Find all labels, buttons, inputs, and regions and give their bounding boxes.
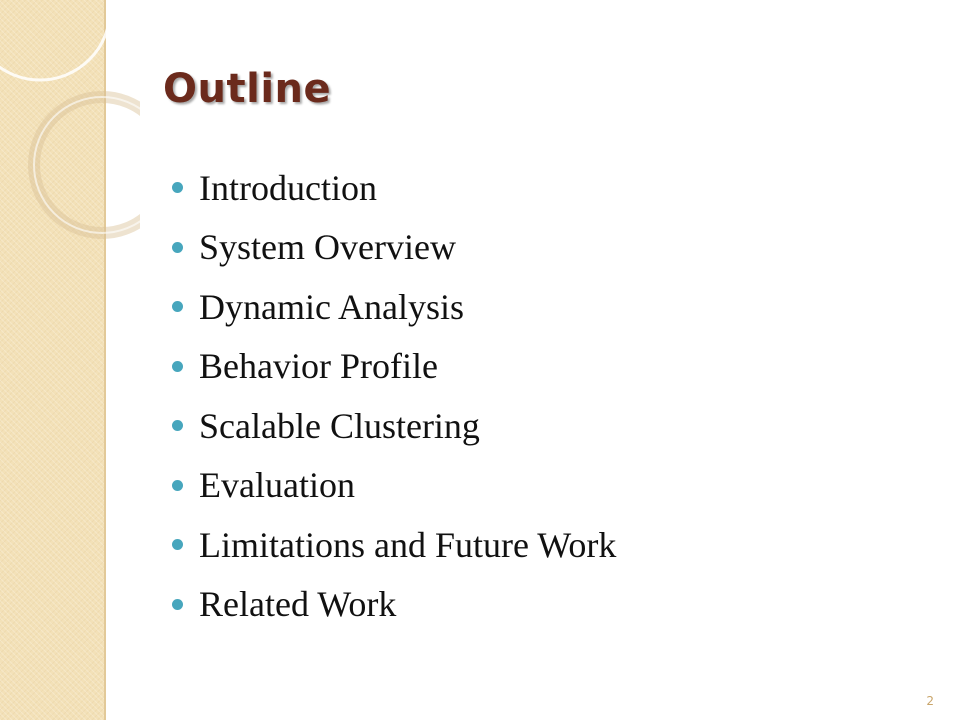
- list-item-label: System Overview: [199, 227, 456, 268]
- list-item-label: Behavior Profile: [199, 346, 438, 387]
- page-number: 2: [926, 694, 934, 708]
- list-item-label: Introduction: [199, 167, 377, 208]
- bullet-dot-icon: [172, 480, 183, 491]
- list-item-label: Related Work: [199, 584, 397, 625]
- list-item-label: Dynamic Analysis: [199, 286, 464, 327]
- list-item: [172, 218, 616, 278]
- bullet-dot-icon: [172, 361, 183, 372]
- list-item: [172, 277, 616, 337]
- list-item: [172, 337, 616, 397]
- bullet-dot-icon: [172, 599, 183, 610]
- bullet-dot-icon: [172, 539, 183, 550]
- outline-list: [172, 158, 616, 634]
- list-item-label: Evaluation: [199, 465, 355, 506]
- bullet-dot-icon: [172, 420, 183, 431]
- slide-title: Outline: [163, 66, 332, 112]
- bullet-dot-icon: [172, 242, 183, 253]
- list-item: [172, 396, 616, 456]
- list-item: [172, 515, 616, 575]
- list-item: [172, 575, 616, 635]
- bullet-dot-icon: [172, 301, 183, 312]
- list-item-label: Limitations and Future Work: [199, 524, 617, 565]
- side-decorative-band: [0, 0, 106, 720]
- list-item: [172, 158, 616, 218]
- bullet-dot-icon: [172, 182, 183, 193]
- list-item-label: Scalable Clustering: [199, 405, 480, 446]
- list-item: [172, 456, 616, 516]
